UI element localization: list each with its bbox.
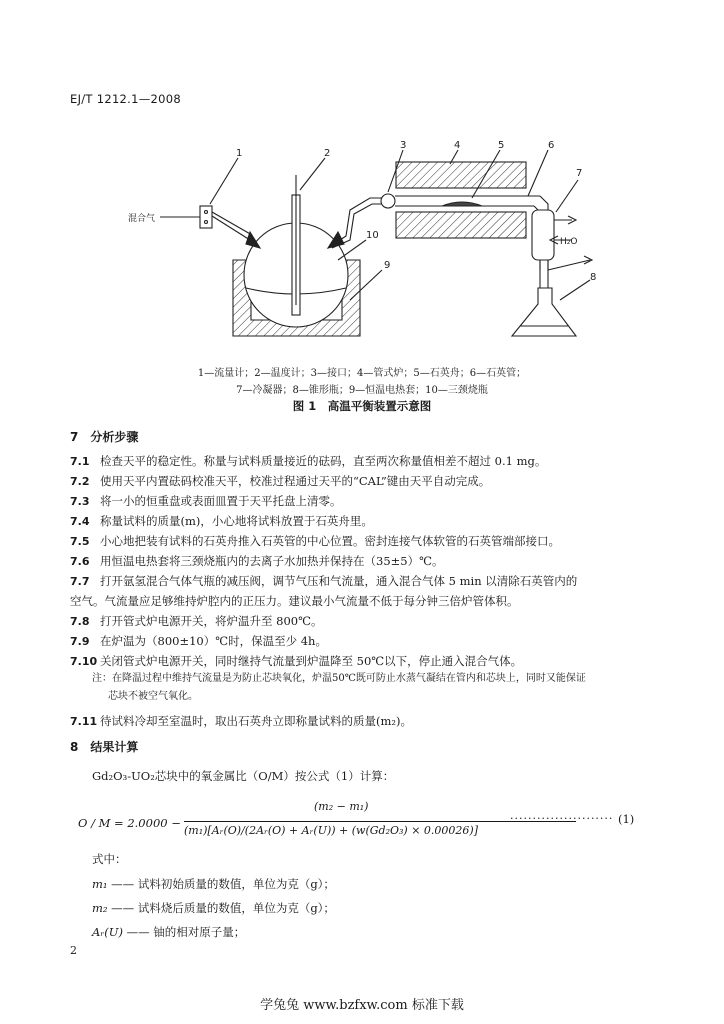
tube-furnace-bottom (396, 212, 526, 238)
equation-number: (1) (618, 812, 635, 826)
step-7-8: 7.8 打开管式炉电源开关，将炉温升至 800℃。 (70, 614, 323, 628)
label-2: 2 (324, 148, 331, 159)
definition-m2: m₂ —— 试料烧后质量的数值，单位为克（g）； (92, 901, 335, 915)
step-7-11: 7.11 待试料冷却至室温时，取出石英舟立即称量试料的质量(m₂)。 (70, 714, 412, 728)
note-line2: 芯块不被空气氧化。 (108, 691, 198, 702)
formula-numerator: (m₂ − m₁) (314, 800, 369, 813)
label-10: 10 (366, 230, 379, 241)
step-7-3: 7.3 将一小的恒重盘或表面皿置于天平托盘上清零。 (70, 494, 342, 508)
step-7-5: 7.5 小心地把装有试料的石英舟推入石英管的中心位置。密封连接气体软管的石英管端部接口。 (70, 534, 560, 548)
step-7-4: 7.4 称量试料的质量(m)，小心地将试料放置于石英舟里。 (70, 514, 373, 528)
page-number: 2 (70, 944, 77, 957)
definition-ar-u: Aᵣ(U) —— 铀的相对原子量； (92, 925, 246, 939)
quartz-boat (442, 202, 482, 206)
standard-header: EJ/T 1212.1—2008 (70, 92, 182, 106)
tube-furnace-top (396, 162, 526, 188)
water-label: H₂O (560, 237, 578, 247)
label-5: 5 (498, 140, 505, 151)
step-7-1: 7.1 检查天平的稳定性。称量与试料质量接近的砝码，直至两次称量值相差不超过 0.1 mg。 (70, 454, 547, 468)
connector (381, 194, 395, 208)
step-7-9: 7.9 在炉温为（800±10）℃时，保温至少 4h。 (70, 634, 327, 648)
step-7-6: 7.6 用恒温电热套将三颈烧瓶内的去离子水加热并保持在（35±5）℃。 (70, 554, 444, 568)
figure-caption: 图 1 高温平衡装置示意图 (292, 399, 432, 413)
label-8: 8 (590, 272, 597, 283)
step-7-10: 7.10 关闭管式炉电源开关，同时继持气流量到炉温降至 50℃以下，停止通入混合气体。 (70, 654, 523, 668)
formula-1 (78, 800, 658, 850)
site-footer: 学兔兔 www.bzfxw.com 标准下载 (260, 998, 464, 1013)
step-7-2: 7.2 使用天平内置砝码校准天平，校准过程通过天平的“CAL”键由天平自动完成。 (70, 474, 491, 488)
gas-in-label: 混合气 (128, 214, 156, 224)
label-6: 6 (548, 140, 555, 151)
figure-legend-line2: 7—冷凝器；8—锥形瓶；9—恒温电热套；10—三颈烧瓶 (236, 385, 488, 396)
section-8-title: 8 结果计算 (70, 740, 139, 754)
definition-m1: m₁ —— 试料初始质量的数值，单位为克（g）； (92, 877, 335, 891)
step-7-7-continued: 空气。气流量应足够维持炉腔内的正压力。建议最小气流量不低于每分钟三倍炉管体积。 (70, 594, 519, 608)
formula-dots: ······················· (510, 812, 614, 825)
label-4: 4 (454, 140, 461, 151)
label-9: 9 (384, 260, 391, 271)
where-label: 式中： (92, 852, 127, 866)
note-line1: 注：在降温过程中维持气流量是为防止芯块氧化，炉温50℃既可防止水蒸气凝结在管内和芯块上，同时又能保证 (92, 673, 586, 684)
formula-denominator: (m₁)[Aᵣ(O)/(2Aᵣ(O) + Aᵣ(U)) + (w(Gd₂O₃) × 0.00026)] (184, 824, 479, 837)
figure-legend-line1: 1—流量计；2—温度计；3—接口；4—管式炉；5—石英舟；6—石英管； (197, 368, 527, 379)
label-3: 3 (400, 140, 407, 151)
condenser (532, 210, 554, 260)
formula-intro: Gd₂O₃-UO₂芯块中的氧金属比（O/M）按公式（1）计算： (92, 769, 395, 783)
formula-lhs: O / M = 2.0000 − (78, 816, 181, 830)
label-1: 1 (236, 148, 243, 159)
apparatus-diagram (120, 140, 620, 355)
flowmeter (200, 206, 212, 228)
label-7: 7 (576, 168, 583, 179)
step-7-7: 7.7 打开氩氢混合气体气瓶的减压阀，调节气压和气流量，通入混合气体 5 min 以清除石英管内的 (70, 574, 578, 588)
section-7-title: 7 分析步骤 (70, 430, 139, 444)
